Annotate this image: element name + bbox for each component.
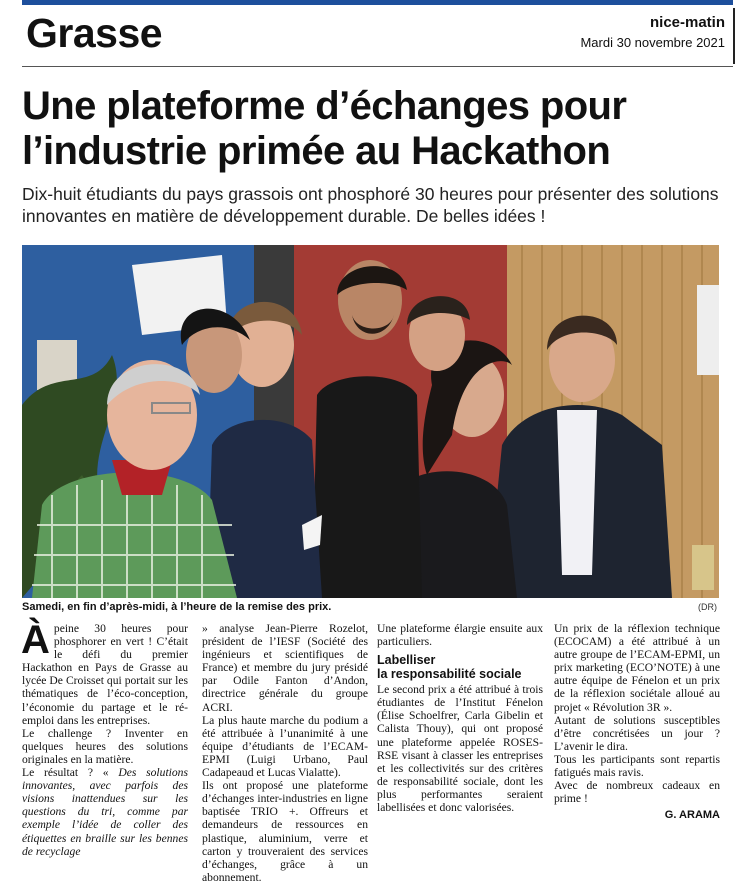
subheading-line-2: la responsabilité sociale [377, 666, 522, 681]
column-2 [202, 622, 368, 884]
masthead [580, 14, 725, 50]
paragraph [22, 766, 188, 858]
brand-name: nice-matin [649, 14, 725, 31]
column-3 [377, 622, 543, 814]
paragraph: Ils ont proposé une plateforme d’échanges inter-industries en ligne baptisée TRIO +. Offreurs et demandeurs de ressources en plastique, aluminium, verre et carton y trouveraient des services d’échanges, grâce à un abonnement. [202, 779, 368, 884]
header-rule [22, 66, 733, 67]
group-photo-illustration [22, 245, 719, 598]
paragraph: Le second prix a été attribué à trois étudiantes de l’Institut Fénelon (Élise Schoelfrer, Carla Gibelin et Calista Thouy), qui ont proposé une plateforme appelée ROSES-RSE visant à classer les entreprises et les collectivités sur des critères de responsabilité sociale, dont les plus performantes seraient labellisées et donc valorisées. [377, 683, 543, 815]
paragraph: La plus haute marche du podium a été attribuée à l’unanimité à une équipe d’étudiants de l’ECAM-EPMI (Luigi Urbano, Paul Cadapeaud et Lucas Vialatte). [202, 713, 368, 780]
section-title: Grasse [26, 10, 163, 56]
paragraph: Autant de solutions susceptibles d’être concrétisées un jour ? L’avenir le dira. [554, 713, 720, 753]
column-4 [554, 622, 720, 822]
paragraph: Tous les participants sont repartis fatigués mais ravis. [554, 752, 720, 780]
drop-cap: À [21, 618, 50, 662]
paragraph: Une plateforme élargie ensuite aux particuliers. [377, 622, 543, 649]
subheading [377, 654, 543, 681]
byline: G. ARAMA [664, 809, 720, 822]
article-photo [22, 245, 719, 598]
paragraph: Un prix de la réflexion technique (ECOCAM) a été attribué à un autre groupe de l’ECAM-EPMI, un prix marketing (ECO’NOTE) à une autre équipe de Fénelon et un prix de la réflexion sociétale alloué au projet « Révolution 3R ». [554, 622, 720, 714]
headline: Une plateforme d’échanges pour l’industrie primée au Hackathon [22, 84, 627, 173]
lede: Dix-huit étudiants du pays grassois ont phosphoré 30 heures pour présenter des solutions innovantes en matière de développement durable. De belles idées ! [22, 184, 719, 226]
issue-date: Mardi 30 novembre 2021 [580, 35, 725, 50]
quote-text: Des solutions innovantes, avec parfois des visions inattendues sur les questions du tri, comme par exemple l’idée de coller des étiquettes en braille sur les bennes de recyclage [22, 766, 188, 858]
quote-lead: Le résultat ? « [22, 766, 119, 780]
article-body [21, 618, 722, 884]
masthead-divider [733, 8, 735, 64]
paragraph: Avec de nombreux cadeaux en prime ! [554, 779, 720, 806]
accent-bar [22, 0, 733, 5]
column-1 [21, 618, 188, 858]
subheading-line-1: Labelliser [377, 653, 436, 668]
photo-credit: (DR) [698, 602, 717, 612]
photo-caption: Samedi, en fin d’après-midi, à l’heure de la remise des prix. [22, 601, 332, 613]
paragraph: Le challenge ? Inventer en quelques heures des solutions originales en la matière. [22, 726, 188, 766]
paragraph: » analyse Jean-Pierre Rozelot, président de l’IESF (Société des ingénieurs et scientifiques de France) et membre du jury présidé par Odile Fanton d’Andon, directrice générale du groupe ACRI. [202, 622, 368, 714]
paragraph-text: peine 30 heures pour phosphorer en vert ! C’était le défi du premier Hackathon en Pays de Grasse au lycée De Croisset qui portait sur les thématiques de l’éco-conception, l’économie du partage et le ré-emploi dans les entreprises. [22, 622, 188, 727]
paragraph [21, 618, 188, 727]
